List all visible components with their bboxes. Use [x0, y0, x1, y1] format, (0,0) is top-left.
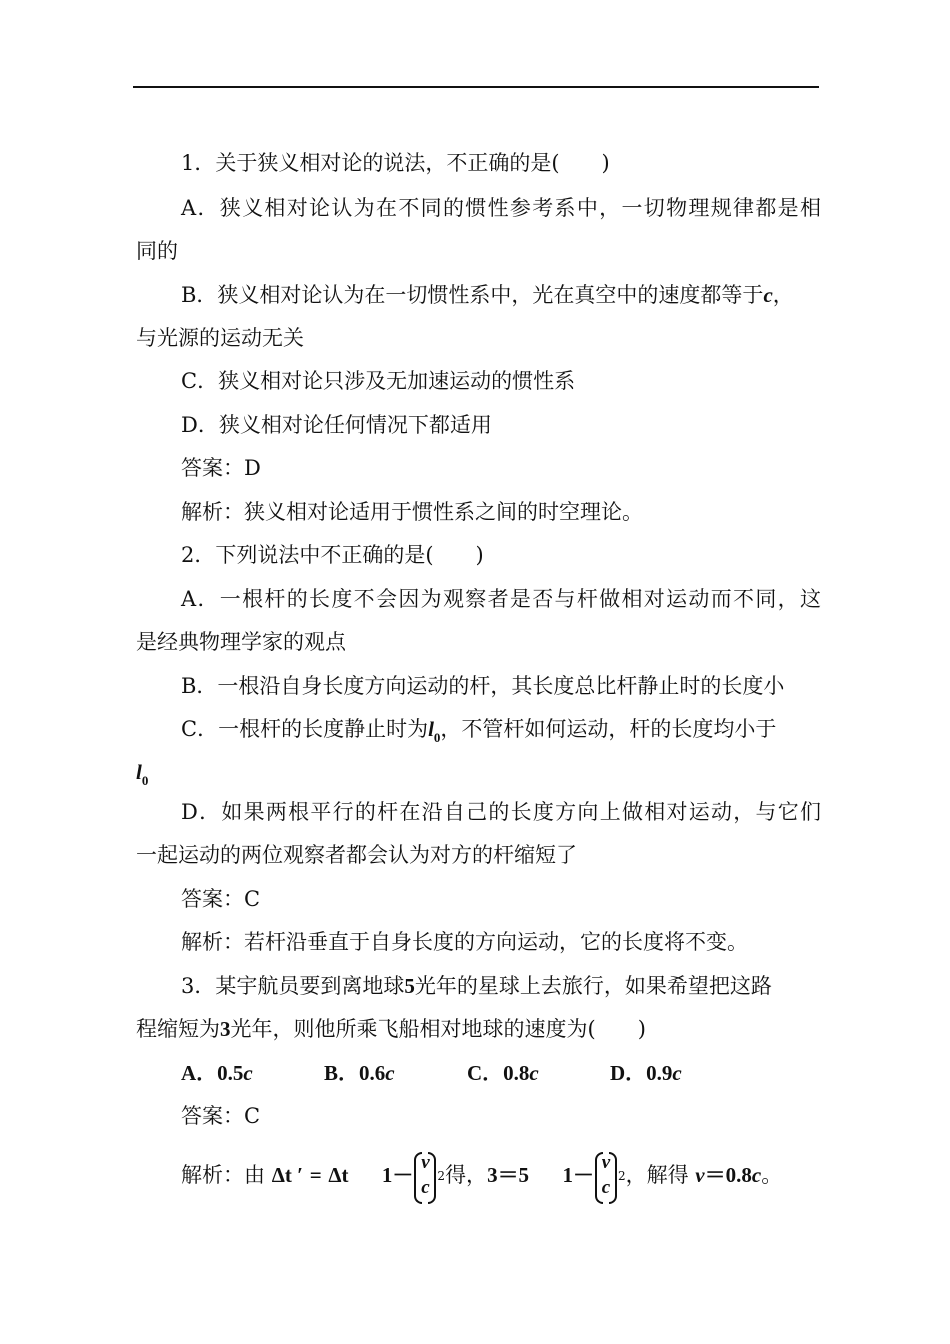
- option-value: 0.8: [503, 1061, 530, 1085]
- q1-option-b-text: B．狭义相对论认为在一切惯性系中，光在真空中的速度都等于: [181, 283, 764, 307]
- q3-options: [181, 1058, 821, 1088]
- option-letter: D．: [610, 1061, 647, 1085]
- q2-option-a-cont: 是经典物理学家的观点: [136, 630, 346, 654]
- option-letter: B．: [324, 1061, 360, 1085]
- square-exponent: 2: [437, 1169, 446, 1183]
- q1-option-d: D．狭义相对论任何情况下都适用: [181, 413, 492, 437]
- q3-distance-value: 5: [404, 974, 415, 998]
- option-unit: c: [385, 1061, 395, 1085]
- v-over-c-fraction-2: [595, 1152, 617, 1202]
- result-variable: v: [695, 1163, 705, 1187]
- delta-t: Δt: [328, 1163, 349, 1187]
- q3-result-label: ，解得: [625, 1163, 689, 1187]
- q2-option-c-text-2: ，不管杆如何运动，杆的长度均小于: [440, 717, 777, 741]
- q3-analysis-label: 解析：由: [181, 1163, 265, 1187]
- option-unit: c: [672, 1061, 682, 1085]
- option-value: 0.9: [646, 1061, 673, 1085]
- q3-option-a: [181, 1058, 324, 1088]
- q1-stem: 1．关于狭义相对论的说法，不正确的是( ): [181, 151, 610, 175]
- q3-stem-text-3: 程缩短为: [136, 1017, 220, 1041]
- q3-analysis-de: 得，: [445, 1163, 488, 1187]
- header-rule: [133, 86, 819, 88]
- option-letter: C．: [467, 1061, 504, 1085]
- equation-left: 3＝5: [487, 1163, 530, 1187]
- length-symbol: l: [428, 717, 434, 741]
- option-letter: A．: [181, 1061, 218, 1085]
- q3-shortened-value: 3: [220, 1017, 231, 1041]
- q1-option-a: A．狭义相对论认为在不同的惯性参考系中，一切物理规律都是相: [181, 196, 821, 220]
- q2-option-c-cont: [136, 757, 820, 796]
- q2-option-c: [181, 714, 821, 753]
- option-value: 0.5: [217, 1061, 244, 1085]
- q3-stem: [181, 971, 821, 1001]
- q2-analysis: 解析：若杆沿垂直于自身长度的方向运动，它的长度将不变。: [181, 930, 748, 954]
- equals-sign: =: [309, 1163, 322, 1187]
- q1-analysis: 解析：狭义相对论适用于惯性系之间的时空理论。: [181, 500, 643, 524]
- q3-answer: 答案：C: [181, 1104, 261, 1128]
- q1-option-a-cont: 同的: [136, 239, 178, 263]
- q3-analysis-end: 。: [761, 1163, 783, 1187]
- q1-option-b-cont: 与光源的运动无关: [136, 326, 304, 350]
- q2-option-d: D．如果两根平行的杆在沿自己的长度方向上做相对运动，与它们: [181, 800, 821, 824]
- q3-stem-cont: [136, 1014, 820, 1044]
- q3-analysis: [181, 1150, 821, 1202]
- q1-option-b: [181, 280, 821, 310]
- q3-stem-text: 3．某宇航员要到离地球: [181, 974, 405, 998]
- q3-option-d: [610, 1058, 753, 1088]
- length-symbol-2: l: [136, 760, 142, 784]
- q2-option-d-cont: 一起运动的两位观察者都会认为对方的杆缩短了: [136, 843, 577, 867]
- q3-option-b: [324, 1058, 467, 1088]
- result-value: ＝0.8: [704, 1163, 752, 1187]
- q2-option-c-text: C．一根杆的长度静止时为: [181, 717, 429, 741]
- one-minus: 1－: [381, 1163, 414, 1187]
- option-unit: c: [529, 1061, 539, 1085]
- length-subscript: 0: [433, 730, 441, 745]
- fraction-denominator: c: [601, 1176, 611, 1198]
- q3-stem-text-2: 光年的星球上去旅行，如果希望把这路: [414, 974, 772, 998]
- q3-option-c: [467, 1058, 610, 1088]
- fraction-numerator: v: [601, 1151, 611, 1173]
- q2-option-a: A．一根杆的长度不会因为观察者是否与杆做相对运动而不同，这: [181, 587, 821, 611]
- one-minus-2: 1－: [562, 1163, 594, 1187]
- option-unit: c: [243, 1061, 253, 1085]
- delta-t-prime: Δt ′: [271, 1163, 304, 1187]
- q1-answer: 答案：D: [181, 456, 261, 480]
- fraction-denominator: c: [421, 1176, 430, 1198]
- v-over-c-fraction: [414, 1152, 436, 1202]
- q3-stem-text-4: 光年，则他所乘飞船相对地球的速度为( ): [230, 1017, 646, 1041]
- q2-answer: 答案：C: [181, 887, 261, 911]
- q2-stem: 2．下列说法中不正确的是( ): [181, 543, 484, 567]
- square-exponent-2: 2: [617, 1169, 626, 1183]
- result-unit: c: [751, 1163, 762, 1187]
- q1-option-c: C．狭义相对论只涉及无加速运动的惯性系: [181, 369, 576, 393]
- fraction-numerator: v: [421, 1151, 430, 1173]
- q2-option-b: B．一根沿自身长度方向运动的杆，其长度总比杆静止时的长度小: [181, 674, 785, 698]
- option-value: 0.6: [359, 1061, 386, 1085]
- speed-of-light-symbol: c: [763, 283, 773, 307]
- length-subscript-2: 0: [141, 773, 149, 788]
- q1-option-b-punct: ，: [772, 283, 794, 307]
